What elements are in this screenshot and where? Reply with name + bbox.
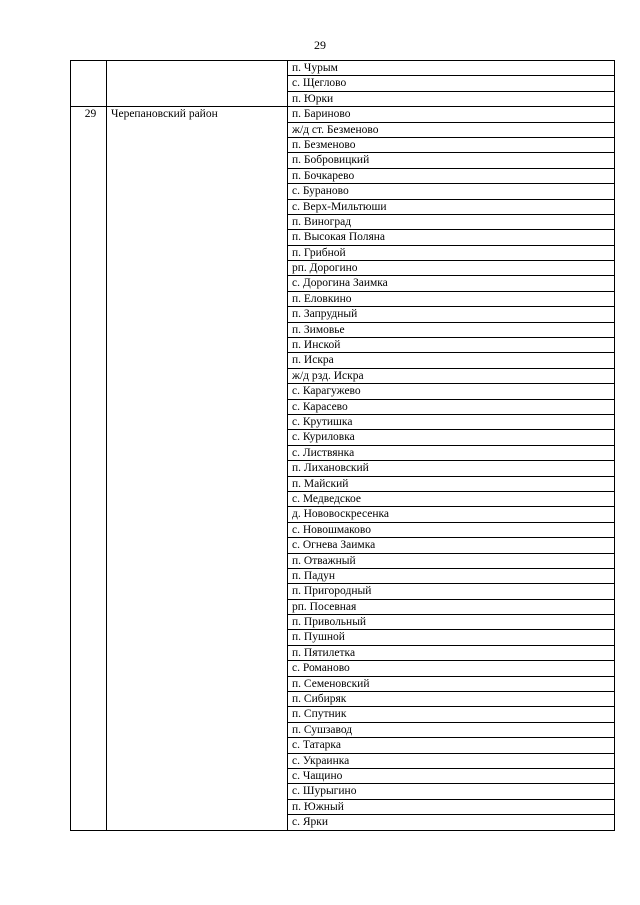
district-name-cell: Черепановский район: [107, 107, 288, 830]
settlement-cell: п. Пригородный: [288, 584, 615, 599]
settlement-cell: п. Бочкарево: [288, 168, 615, 183]
settlement-cell: п. Еловкино: [288, 291, 615, 306]
settlement-cell: д. Нововоскресенка: [288, 507, 615, 522]
settlement-cell: п. Высокая Поляна: [288, 230, 615, 245]
settlement-cell: п. Майский: [288, 476, 615, 491]
settlement-cell: п. Спутник: [288, 707, 615, 722]
settlement-cell: п. Сибиряк: [288, 692, 615, 707]
settlement-cell: с. Дорогина Заимка: [288, 276, 615, 291]
settlements-table: [70, 60, 615, 831]
district-name-cell: [107, 61, 288, 107]
settlement-cell: п. Лихановский: [288, 461, 615, 476]
settlement-cell: п. Пятилетка: [288, 645, 615, 660]
row-number-cell: [71, 61, 107, 107]
settlement-cell: с. Татарка: [288, 738, 615, 753]
row-number-cell: 29: [71, 107, 107, 830]
settlement-cell: с. Ярки: [288, 815, 615, 830]
settlement-cell: п. Бариново: [288, 107, 615, 122]
page-number: 29: [314, 38, 326, 52]
settlement-cell: с. Крутишка: [288, 414, 615, 429]
settlement-cell: с. Листвянка: [288, 445, 615, 460]
settlement-cell: с. Медведское: [288, 491, 615, 506]
table-body: [71, 61, 615, 831]
settlement-cell: п. Безменово: [288, 137, 615, 152]
settlement-cell: п. Грибной: [288, 245, 615, 260]
settlement-cell: с. Верх-Мильтюши: [288, 199, 615, 214]
settlement-cell: п. Зимовье: [288, 322, 615, 337]
settlement-cell: п. Южный: [288, 799, 615, 814]
settlement-cell: с. Куриловка: [288, 430, 615, 445]
settlement-cell: ж/д рзд. Искра: [288, 368, 615, 383]
settlement-cell: с. Огнева Заимка: [288, 538, 615, 553]
settlement-cell: рп. Посевная: [288, 599, 615, 614]
settlement-cell: п. Запрудный: [288, 307, 615, 322]
settlement-cell: с. Шурыгино: [288, 784, 615, 799]
settlement-cell: с. Новошмаково: [288, 522, 615, 537]
settlement-cell: с. Украинка: [288, 753, 615, 768]
settlement-cell: рп. Дорогино: [288, 261, 615, 276]
settlement-cell: п. Инской: [288, 338, 615, 353]
settlement-cell: ж/д ст. Безменово: [288, 122, 615, 137]
table-row: [71, 61, 615, 76]
settlement-cell: п. Падун: [288, 568, 615, 583]
settlement-cell: с. Карагужево: [288, 384, 615, 399]
settlement-cell: с. Карасево: [288, 399, 615, 414]
table-row: [71, 107, 615, 122]
settlement-cell: п. Виноград: [288, 214, 615, 229]
settlement-cell: с. Бураново: [288, 184, 615, 199]
settlement-cell: п. Отважный: [288, 553, 615, 568]
settlement-cell: п. Юрки: [288, 91, 615, 106]
settlement-cell: п. Сушзавод: [288, 722, 615, 737]
settlement-cell: п. Пушной: [288, 630, 615, 645]
settlement-cell: п. Бобровицкий: [288, 153, 615, 168]
settlement-cell: п. Чурым: [288, 61, 615, 76]
settlement-cell: п. Привольный: [288, 615, 615, 630]
settlement-cell: с. Романово: [288, 661, 615, 676]
settlement-cell: п. Искра: [288, 353, 615, 368]
settlement-cell: п. Семеновский: [288, 676, 615, 691]
settlement-cell: с. Чащино: [288, 768, 615, 783]
settlement-cell: с. Щеглово: [288, 76, 615, 91]
